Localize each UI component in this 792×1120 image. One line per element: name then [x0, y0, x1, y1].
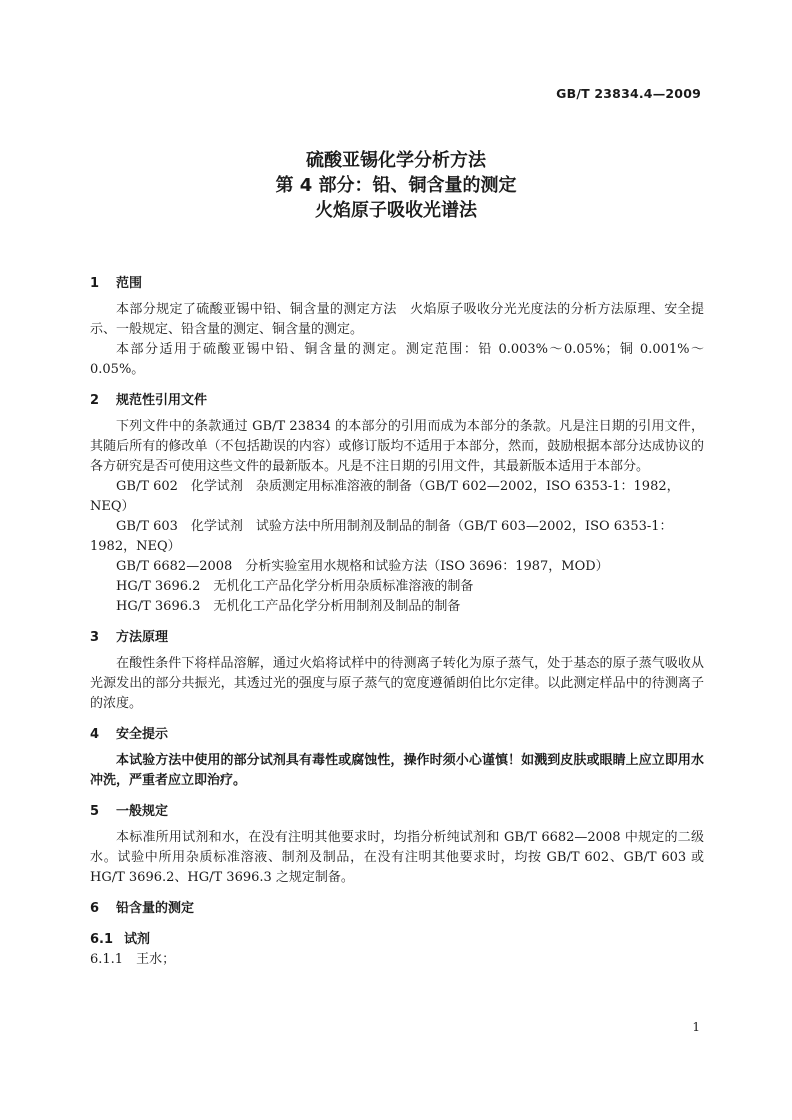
section-heading-general — [90, 802, 704, 822]
item-number: 6.1.1 — [90, 952, 124, 967]
safety-warning: 本试验方法中使用的部分试剂具有毒性或腐蚀性，操作时须小心谨慎！如溅到皮肤或眼睛上应立即用水冲洗，严重者应立即治疗。 — [90, 753, 704, 788]
section-number: 4 — [90, 727, 100, 742]
section-heading-references — [90, 391, 704, 411]
subsection-number: 6.1 — [90, 932, 114, 947]
subsection-title: 试剂 — [124, 932, 151, 947]
section-title: 铅含量的测定 — [116, 901, 195, 916]
subsection-heading-reagents — [90, 930, 704, 950]
title-line-1: 硫酸亚锡化学分析方法 — [306, 150, 486, 171]
section-title: 安全提示 — [116, 727, 169, 742]
section-title: 方法原理 — [116, 630, 169, 645]
list-item — [90, 950, 704, 970]
section-number: 6 — [90, 901, 100, 916]
reference-item: HG/T 3696.3 无机化工产品化学分析用制剂及制品的制备 — [116, 599, 461, 614]
reference-item: HG/T 3696.2 无机化工产品化学分析用杂质标准溶液的制备 — [116, 579, 474, 594]
section-heading-safety — [90, 725, 704, 745]
section-number: 2 — [90, 393, 100, 408]
paragraph: 在酸性条件下将样品溶解，通过火焰将试样中的待测离子转化为原子蒸气，处于基态的原子蒸气吸收从光源发出的部分共振光，其透过光的强度与原子蒸气的宽度遵循朗伯比尔定律。以此测定样品中的待测离子的浓度。 — [90, 656, 704, 711]
section-heading-lead — [90, 899, 704, 919]
reference-item: GB/T 603 化学试剂 试验方法中所用制剂及制品的制备（GB/T 603—2002，ISO 6353-1：1982，NEQ） — [90, 519, 673, 554]
document-body — [90, 274, 704, 970]
paragraph: 下列文件中的条款通过 GB/T 23834 的本部分的引用而成为本部分的条款。凡是注日期的引用文件，其随后所有的修改单（不包括勘误的内容）或修订版均不适用于本部分，然而，鼓励根据本部分达成协议的各方研究是否可使用这些文件的最新版本。凡是不注日期的引用文件，其最新版本适用于本部分。 — [90, 419, 704, 474]
document-title — [0, 148, 792, 223]
standard-code: GB/T 23834.4—2009 — [556, 86, 701, 101]
section-heading-principle — [90, 628, 704, 648]
paragraph: 本标准所用试剂和水，在没有注明其他要求时，均指分析纯试剂和 GB/T 6682—2008 中规定的二级水。试验中所用杂质标准溶液、制剂及制品，在没有注明其他要求时，均按 GB/T 602、GB/T 603 或 HG/T 3696.2、HG/T 3696.3 之规定制备。 — [90, 830, 704, 885]
paragraph: 本部分规定了硫酸亚锡中铅、铜含量的测定方法 火焰原子吸收分光光度法的分析方法原理、安全提示、一般规定、铅含量的测定、铜含量的测定。 — [90, 302, 704, 337]
reference-item: GB/T 602 化学试剂 杂质测定用标准溶液的制备（GB/T 602—2002，ISO 6353-1：1982，NEQ） — [90, 479, 680, 514]
section-title: 规范性引用文件 — [116, 393, 208, 408]
item-text: 王水； — [136, 952, 176, 967]
section-number: 1 — [90, 276, 100, 291]
paragraph: 本部分适用于硫酸亚锡中铅、铜含量的测定。测定范围：铅 0.003%～0.05%；铜 0.001%～0.05%。 — [90, 342, 704, 377]
title-line-3: 火焰原子吸收光谱法 — [315, 200, 477, 221]
section-title: 范围 — [116, 276, 143, 291]
section-number: 3 — [90, 630, 100, 645]
section-number: 5 — [90, 804, 100, 819]
section-title: 一般规定 — [116, 804, 169, 819]
page-number: 1 — [692, 1020, 700, 1034]
section-heading-scope — [90, 274, 704, 294]
title-line-2: 第 4 部分：铅、铜含量的测定 — [275, 175, 517, 196]
reference-item: GB/T 6682—2008 分析实验室用水规格和试验方法（ISO 3696：1987，MOD） — [116, 559, 609, 574]
